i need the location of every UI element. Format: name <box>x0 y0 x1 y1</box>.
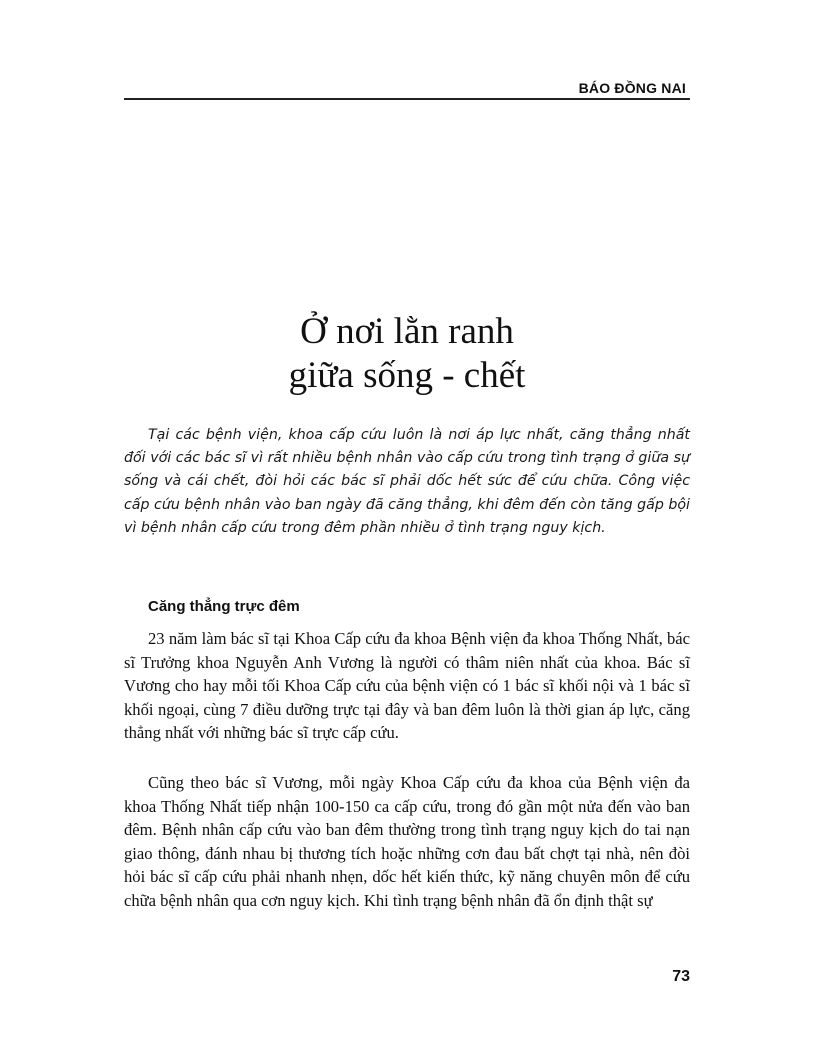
header-rule <box>124 98 690 100</box>
page-number: 73 <box>672 968 690 985</box>
article-lede: Tại các bệnh viện, khoa cấp cứu luôn là nơi áp lực nhất, căng thẳng nhất đối với các bác sĩ vì rất nhiều bệnh nhân vào cấp cứu trong tình trạng ở giữa sự sống và cái chết, đòi hỏi các bác sĩ phải dốc hết sức để cứu chữa. Công việc cấp cứu bệnh nhân vào ban ngày đã căng thẳng, khi đêm đến còn tăng gấp bội vì bệnh nhân cấp cứu trong đêm phần nhiều ở tình trạng nguy kịch. <box>124 427 690 536</box>
article-title-line-1: Ở nơi lằn ranh <box>300 311 514 352</box>
running-header: BÁO ĐỒNG NAI <box>578 80 686 96</box>
body-paragraph-2: Cũng theo bác sĩ Vương, mỗi ngày Khoa Cấp cứu đa khoa của Bệnh viện đa khoa Thống Nhất tiếp nhận 100-150 ca cấp cứu, trong đó gần một nửa đến vào ban đêm. Bệnh nhân cấp cứu vào ban đêm thường trong tình trạng nguy kịch do tai nạn giao thông, đánh nhau bị thương tích hoặc những cơn đau bất chợt tại nhà, nên đòi hỏi bác sĩ cấp cứu phải nhanh nhẹn, dốc hết kiến thức, kỹ năng chuyên môn để cứu chữa bệnh nhân qua cơn nguy kịch. Khi tình trạng bệnh nhân đã ổn định thật sự <box>124 773 690 910</box>
body-paragraph-1: 23 năm làm bác sĩ tại Khoa Cấp cứu đa khoa Bệnh viện đa khoa Thống Nhất, bác sĩ Trưởng khoa Nguyễn Anh Vương là người có thâm niên nhất của khoa. Bác sĩ Vương cho hay mỗi tối Khoa Cấp cứu của bệnh viện có 1 bác sĩ khối nội và 1 bác sĩ khối ngoại, cùng 7 điều dưỡng trực tại đây và ban đêm luôn là thời gian áp lực, căng thẳng nhất với những bác sĩ trực cấp cứu. <box>124 629 690 743</box>
article-title-line-2: giữa sống - chết <box>288 355 526 396</box>
section-heading: Căng thẳng trực đêm <box>148 598 300 615</box>
